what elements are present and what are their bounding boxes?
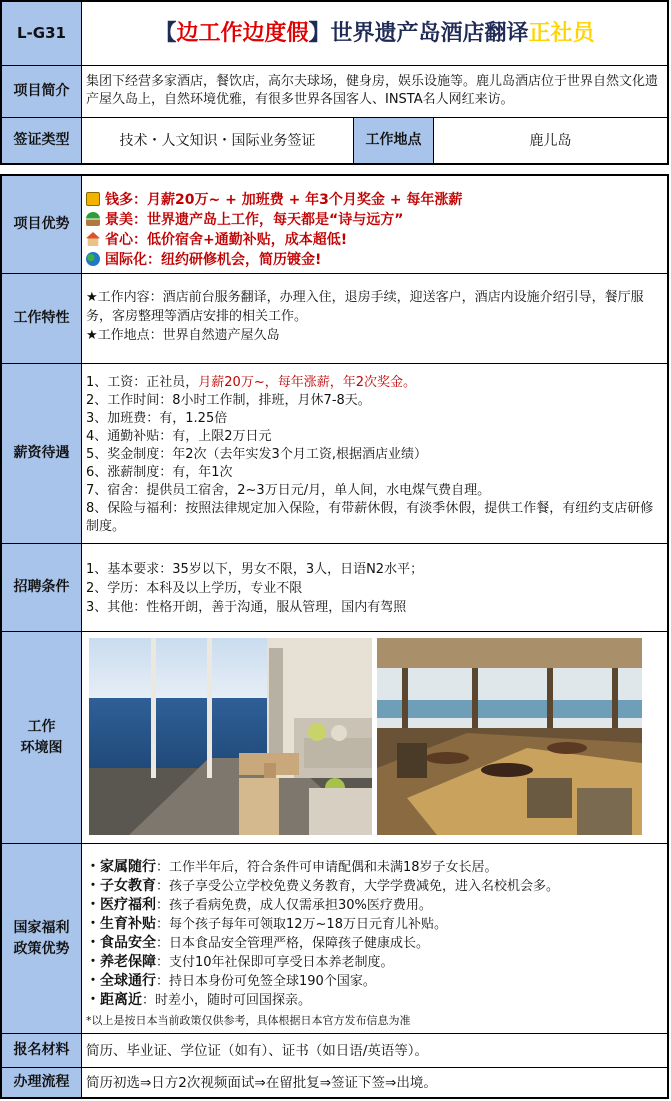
- palm-tree-icon: [86, 212, 100, 226]
- project-code: L-G31: [2, 2, 82, 65]
- hotel-restaurant-photo: [377, 638, 642, 835]
- salary-label: 薪资待遇: [2, 364, 82, 543]
- main-table: [0, 174, 669, 1099]
- requirements-label: 招聘条件: [2, 544, 82, 631]
- requirement-line: 1、基本要求：35岁以下，男女不限，3人，日语N2水平；: [86, 562, 424, 577]
- welfare-item: ・距离近：时差小，随时可回国探亲。: [86, 992, 312, 1008]
- intro-text: 集团下经营多家酒店，餐饮店，高尔夫球场，健身房，娱乐设施等。鹿儿岛酒店位于世界自然文化遗产屋久岛上，自然环境优雅，有很多世界各国客人、INSTA名人网红来访。: [86, 74, 659, 107]
- requirement-line: 2、学历：本科及以上学历，专业不限: [86, 581, 303, 596]
- location-value: 鹿儿岛: [529, 132, 572, 149]
- process-row: [2, 1068, 667, 1097]
- welfare-row: [2, 844, 667, 1034]
- features-row: [2, 274, 667, 364]
- advantages-list: [82, 176, 667, 273]
- visa-row: [2, 118, 667, 163]
- title-bracket-right: 】: [308, 20, 331, 46]
- globe-icon: [86, 252, 100, 266]
- materials-text: 简历、毕业证、学位证（如有）、证书（如日语/英语等）。: [86, 1042, 429, 1059]
- welfare-list: [82, 844, 667, 1033]
- location-label: 工作地点: [354, 118, 434, 163]
- process-text: 简历初选⇒日方2次视频面试⇒在留批复⇒签证下签⇒出境。: [86, 1074, 437, 1091]
- requirements-text: [82, 544, 667, 631]
- process-label: 办理流程: [2, 1068, 82, 1097]
- title-row: [2, 2, 667, 66]
- features-label: 工作特性: [2, 274, 82, 363]
- hotel-room-photo: [89, 638, 372, 835]
- intro-row: [2, 66, 667, 118]
- feature-line: ★工作内容：酒店前台服务翻译，办理入住，退房手续，迎送客户，酒店内设施介绍引导，餐厅服务，客房整理等酒店安排的相关工作。: [86, 290, 644, 324]
- salary-line: 5、奖金制度：年2次（去年实发3个月工资,根据酒店业绩）: [86, 447, 427, 462]
- salary-line: 3、加班费：有，1.25倍: [86, 411, 228, 426]
- welfare-item: ・医疗福利：孩子看病免费，成人仅需承担30%医疗费用。: [86, 897, 432, 913]
- salary-row: [2, 364, 667, 544]
- requirement-line: 3、其他：性格开朗，善于沟通，服从管理，国内有驾照: [86, 600, 407, 615]
- house-icon: [86, 232, 100, 246]
- feature-line: ★工作地点：世界自然遗产屋久岛: [86, 328, 280, 343]
- header-table: [0, 0, 669, 165]
- salary-line: 7、宿舍：提供员工宿舍，2~3万日元/月，单人间，水电煤气费自理。: [86, 483, 491, 498]
- materials-row: [2, 1034, 667, 1068]
- welfare-item: ・食品安全：日本食品安全管理严格，保障孩子健康成长。: [86, 935, 430, 951]
- title-tag: 边工作边度假: [176, 20, 309, 46]
- environment-label: 工作 环境图: [2, 632, 82, 843]
- welfare-item: ・子女教育：孩子享受公立学校免费义务教育，大学学费减免，进入名校机会多。: [86, 878, 560, 894]
- advantages-row: [2, 176, 667, 274]
- money-icon: [86, 192, 100, 206]
- welfare-item: ・生育补贴：每个孩子每年可领取12万~18万日元育儿补贴。: [86, 916, 447, 932]
- visa-value: 技术・人文知识・国际业务签证: [82, 118, 354, 163]
- advantage-item: 景美：世界遗产岛上工作，每天都是“诗与远方”: [86, 210, 663, 230]
- welfare-item: ・养老保障：支付10年社保即可享受日本养老制度。: [86, 954, 394, 970]
- welfare-item: ・全球通行：持日本身份可免签全球190个国家。: [86, 973, 376, 989]
- title-badge: 正社员: [528, 20, 595, 46]
- advantage-item: 国际化：纽约研修机会，简历镀金!: [86, 250, 663, 270]
- welfare-label: 国家福利 政策优势: [2, 844, 82, 1033]
- advantage-item: 省心：低价宿舍+通勤补贴，成本超低!: [86, 230, 663, 250]
- salary-text: [82, 364, 667, 543]
- advantage-item: 钱多：月薪20万~ + 加班费 + 年3个月奖金 + 每年涨薪: [86, 190, 663, 210]
- salary-line: 2、工作时间：8小时工作制，排班，月休7-8天。: [86, 393, 371, 408]
- welfare-note: *以上是按日本当前政策仅供参考，具体根据日本官方发布信息为准: [86, 1014, 411, 1027]
- requirements-row: [2, 544, 667, 632]
- salary-line: 4、通勤补贴：有，上限2万日元: [86, 429, 272, 444]
- page-title: [82, 2, 667, 65]
- intro-label: 项目简介: [2, 66, 82, 117]
- materials-label: 报名材料: [2, 1034, 82, 1067]
- environment-row: [2, 632, 667, 844]
- salary-line: 1、工资：正社员，月薪20万~，每年涨薪，年2次奖金。: [86, 375, 416, 390]
- salary-highlight: 月薪20万~，每年涨薪，年2次奖金。: [198, 375, 416, 390]
- title-bracket-left: 【: [154, 20, 177, 46]
- visa-label: 签证类型: [2, 118, 82, 163]
- title-main: 世界遗产岛酒店翻译: [330, 20, 529, 46]
- salary-line: 8、保险与福利：按照法律规定加入保险，有带薪休假，有淡季休假，提供工作餐，有纽约支店研修制度。: [86, 501, 654, 534]
- features-text: [82, 274, 667, 363]
- environment-photos: [82, 632, 667, 843]
- welfare-item: ・家属随行：工作半年后，符合条件可申请配偶和未满18岁子女长居。: [86, 859, 498, 875]
- advantages-label: 项目优势: [2, 176, 82, 273]
- salary-line: 6、涨薪制度：有，年1次: [86, 465, 233, 480]
